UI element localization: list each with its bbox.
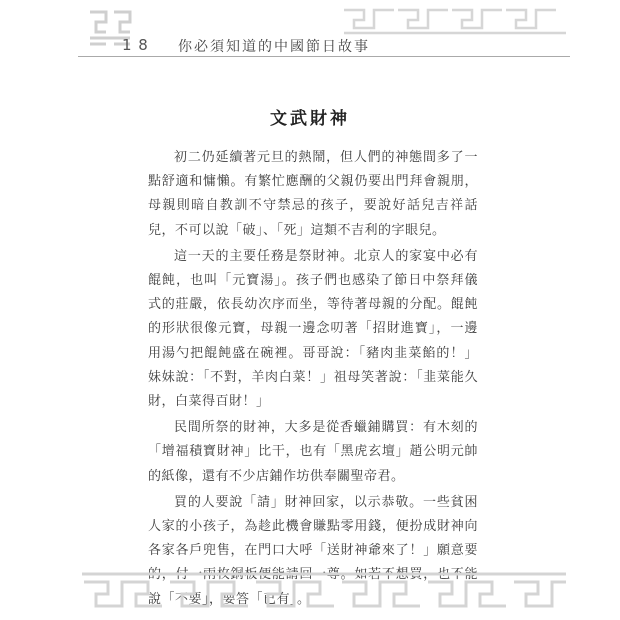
header-rule bbox=[78, 56, 570, 57]
paragraph: 初二仍延續著元旦的熱鬧，但人們的神態間多了一點舒適和慵懶。有繁忙應酬的父親仍要出門拜會親朋，母親則暗自教訓不守禁忌的孩子，要說好話兒吉祥話兒，不可以說「破」、「死」這類不吉利的字眼兒。 bbox=[148, 150, 478, 238]
footer-ornament bbox=[78, 568, 570, 614]
header-ornament bbox=[340, 6, 570, 36]
paragraph: 這一天的主要任務是祭財神。北京人的家宴中必有餛飩，也叫「元寶湯」。孩子們也感染了節日中祭拜儀式的莊嚴，依長幼次序而坐，等待著母親的分配。餛飩的形狀很像元寶，母親一邊念叨著「招財進寶」，一邊用湯勺把餛飩盛在碗裡。哥哥說：「豬肉韭菜餡的！」妹妹說：「不對，羊肉白菜！」祖母笑著說：「韭菜能久財，白菜得百財！」 bbox=[148, 248, 478, 410]
chapter-title: 文武財神 bbox=[270, 109, 350, 129]
body-text bbox=[148, 146, 478, 614]
page-number: 1 8 bbox=[122, 36, 149, 54]
book-title: 你必須知道的中國節日故事 bbox=[178, 39, 370, 55]
paragraph: 民間所祭的財神，大多是從香蠟鋪購買：有木刻的「增福積寶財神」比干，也有「黑虎玄壇」趙公明元帥的紙像，還有不少店鋪作坊供奉關聖帝君。 bbox=[148, 420, 478, 484]
paragraph: 買的人要說「請」財神回家，以示恭敬。一些貧困人家的小孩子，為趁此機會賺點零用錢，便扮成財神向各家各戶兜售，在門口大呼「送財神爺來了！」願意要的，付一兩枚銅板便能請回一尊。如若不想買，也不能說「不要」，要答「已有」。 bbox=[148, 494, 478, 607]
